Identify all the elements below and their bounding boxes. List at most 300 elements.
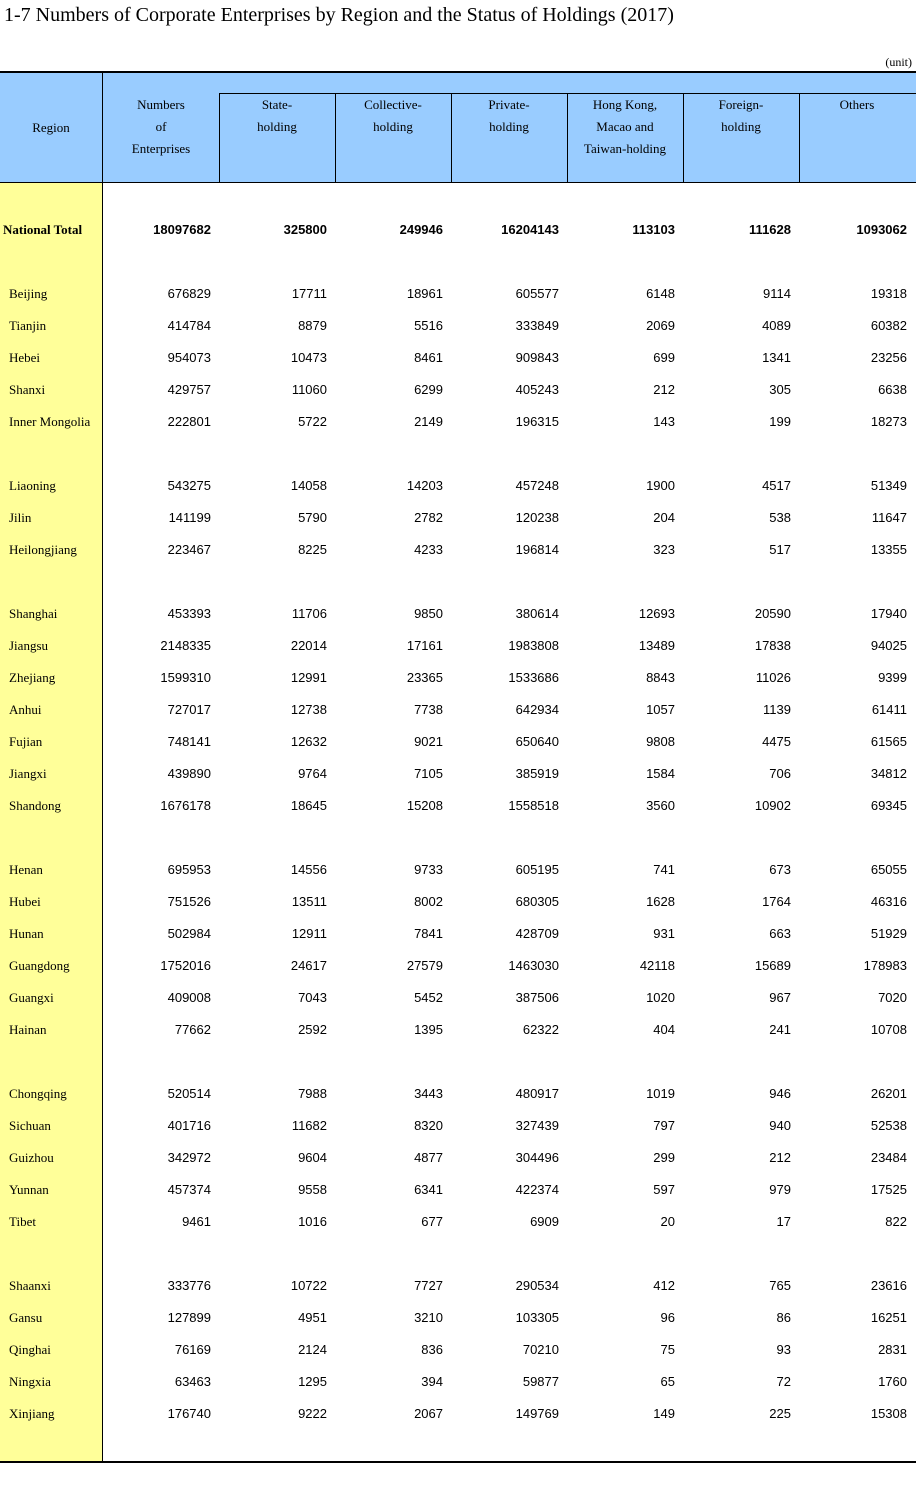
table-row <box>0 1182 916 1202</box>
value-cell: 457374 <box>167 1182 211 1197</box>
value-cell: 439890 <box>167 766 211 781</box>
table-row <box>0 894 916 914</box>
value-cell: 143 <box>653 414 675 429</box>
value-cell: 9808 <box>646 734 675 749</box>
table-row <box>0 1374 916 1394</box>
value-cell: 2592 <box>298 1022 327 1037</box>
table-row <box>0 1118 916 1138</box>
value-cell: 680305 <box>515 894 559 909</box>
value-cell: 1760 <box>878 1374 907 1389</box>
value-cell: 597 <box>653 1182 675 1197</box>
value-cell: 741 <box>653 862 675 877</box>
region-name: Henan <box>9 862 43 877</box>
value-cell: 7043 <box>298 990 327 1005</box>
value-cell: 299 <box>653 1150 675 1165</box>
region-name: Zhejiang <box>9 670 56 685</box>
region-name: Hubei <box>9 894 41 909</box>
table-row <box>0 862 916 882</box>
value-cell: 605195 <box>515 862 559 877</box>
region-name: Inner Mongolia <box>9 414 91 429</box>
region-name: Hebei <box>9 350 41 365</box>
value-cell: 1752016 <box>160 958 211 973</box>
table-row <box>0 958 916 978</box>
value-cell: 27579 <box>406 958 443 973</box>
value-cell: 46316 <box>870 894 907 909</box>
value-cell: 4475 <box>762 734 791 749</box>
value-cell: 5516 <box>414 318 443 333</box>
value-cell: 111628 <box>749 222 791 237</box>
value-cell: 5452 <box>414 990 443 1005</box>
value-cell: 8002 <box>414 894 443 909</box>
region-name: Tibet <box>9 1214 36 1229</box>
column-separator <box>567 93 568 182</box>
value-cell: 4089 <box>762 318 791 333</box>
region-name: Jiangxi <box>9 766 47 781</box>
value-cell: 4951 <box>298 1310 327 1325</box>
national-total-row <box>0 222 916 242</box>
value-cell: 241 <box>769 1022 791 1037</box>
column-header: Collective- holding <box>364 97 422 134</box>
value-cell: 34812 <box>870 766 907 781</box>
value-cell: 414784 <box>167 318 211 333</box>
value-cell: 2124 <box>298 1342 327 1357</box>
value-cell: 12991 <box>290 670 327 685</box>
value-cell: 1139 <box>763 702 791 717</box>
value-cell: 2148335 <box>160 638 211 653</box>
region-name: Anhui <box>9 702 42 717</box>
table-row <box>0 1278 916 1298</box>
value-cell: 663 <box>769 926 791 941</box>
value-cell: 249946 <box>399 222 443 237</box>
value-cell: 16204143 <box>501 222 559 237</box>
value-cell: 1599310 <box>160 670 211 685</box>
value-cell: 502984 <box>167 926 211 941</box>
value-cell: 650640 <box>515 734 559 749</box>
value-cell: 428709 <box>515 926 559 941</box>
table-row <box>0 1086 916 1106</box>
value-cell: 10708 <box>870 1022 907 1037</box>
table-row <box>0 542 916 562</box>
table-bottom-rule <box>0 1461 916 1463</box>
value-cell: 14556 <box>290 862 327 877</box>
value-cell: 17 <box>776 1214 791 1229</box>
value-cell: 520514 <box>167 1086 211 1101</box>
region-name: Gansu <box>9 1310 43 1325</box>
region-name: Tianjin <box>9 318 47 333</box>
region-name: Shanxi <box>9 382 46 397</box>
value-cell: 401716 <box>167 1118 211 1133</box>
region-name: Ningxia <box>9 1374 51 1389</box>
table-row <box>0 1214 916 1234</box>
region-name: Guangxi <box>9 990 54 1005</box>
region-header-label: Region <box>32 120 70 135</box>
table-row <box>0 638 916 658</box>
value-cell: 15308 <box>870 1406 907 1421</box>
region-name: Qinghai <box>9 1342 51 1357</box>
value-cell: 14058 <box>290 478 327 493</box>
value-cell: 940 <box>769 1118 791 1133</box>
region-name: Yunnan <box>9 1182 49 1197</box>
value-cell: 51929 <box>870 926 907 941</box>
value-cell: 9222 <box>298 1406 327 1421</box>
value-cell: 3560 <box>646 798 675 813</box>
value-cell: 305 <box>769 382 791 397</box>
value-cell: 13489 <box>638 638 675 653</box>
table-row <box>0 734 916 754</box>
value-cell: 8320 <box>414 1118 443 1133</box>
value-cell: 7841 <box>414 926 443 941</box>
column-separator <box>335 93 336 182</box>
value-cell: 751526 <box>167 894 211 909</box>
table-row <box>0 318 916 338</box>
table-row <box>0 510 916 530</box>
region-name: Shandong <box>9 798 61 813</box>
value-cell: 65055 <box>870 862 907 877</box>
region-name: Jilin <box>9 510 32 525</box>
value-cell: 4877 <box>414 1150 443 1165</box>
column-header: Others <box>839 97 875 112</box>
value-cell: 13511 <box>291 894 327 909</box>
table-row <box>0 286 916 306</box>
value-cell: 17525 <box>870 1182 907 1197</box>
value-cell: 9850 <box>414 606 443 621</box>
value-cell: 11706 <box>291 606 327 621</box>
column-header: Private- holding <box>488 97 530 134</box>
value-cell: 543275 <box>167 478 211 493</box>
value-cell: 1463030 <box>508 958 559 973</box>
value-cell: 11682 <box>291 1118 327 1133</box>
value-cell: 699 <box>653 350 675 365</box>
value-cell: 18097682 <box>153 222 211 237</box>
value-cell: 17940 <box>870 606 907 621</box>
value-cell: 1016 <box>298 1214 327 1229</box>
value-cell: 26201 <box>870 1086 907 1101</box>
value-cell: 695953 <box>167 862 211 877</box>
value-cell: 9733 <box>414 862 443 877</box>
table-row <box>0 606 916 626</box>
table-row <box>0 766 916 786</box>
value-cell: 6148 <box>646 286 675 301</box>
value-cell: 113103 <box>632 222 675 237</box>
value-cell: 70210 <box>522 1342 559 1357</box>
value-cell: 18961 <box>406 286 443 301</box>
value-cell: 327439 <box>515 1118 559 1133</box>
table-row <box>0 1150 916 1170</box>
value-cell: 1093062 <box>856 222 907 237</box>
value-cell: 517 <box>769 542 791 557</box>
value-cell: 52538 <box>870 1118 907 1133</box>
value-cell: 93 <box>776 1342 791 1357</box>
value-cell: 1676178 <box>160 798 211 813</box>
column-header: Foreign- holding <box>718 97 764 134</box>
value-cell: 15689 <box>754 958 791 973</box>
value-cell: 967 <box>769 990 791 1005</box>
value-cell: 212 <box>653 382 675 397</box>
value-cell: 11060 <box>291 382 327 397</box>
region-name: Beijing <box>9 286 48 301</box>
value-cell: 2149 <box>414 414 443 429</box>
value-cell: 946 <box>769 1086 791 1101</box>
value-cell: 96 <box>660 1310 675 1325</box>
value-cell: 11647 <box>871 510 907 525</box>
value-cell: 23365 <box>406 670 443 685</box>
value-cell: 17161 <box>406 638 443 653</box>
value-cell: 457248 <box>515 478 559 493</box>
value-cell: 405243 <box>515 382 559 397</box>
value-cell: 677 <box>421 1214 443 1229</box>
value-cell: 149769 <box>515 1406 559 1421</box>
value-cell: 727017 <box>167 702 211 717</box>
value-cell: 176740 <box>167 1406 211 1421</box>
region-name: Hunan <box>9 926 44 941</box>
column-separator <box>799 93 800 182</box>
table-row <box>0 702 916 722</box>
value-cell: 409008 <box>167 990 211 1005</box>
value-cell: 76169 <box>174 1342 211 1357</box>
value-cell: 60382 <box>870 318 907 333</box>
value-cell: 61565 <box>870 734 907 749</box>
value-cell: 51349 <box>870 478 907 493</box>
value-cell: 1983808 <box>508 638 559 653</box>
region-name: Jiangsu <box>9 638 48 653</box>
value-cell: 333849 <box>515 318 559 333</box>
value-cell: 2831 <box>878 1342 907 1357</box>
value-cell: 325800 <box>283 222 327 237</box>
value-cell: 127899 <box>167 1310 211 1325</box>
value-cell: 9461 <box>182 1214 211 1229</box>
table-row <box>0 926 916 946</box>
value-cell: 14203 <box>406 478 443 493</box>
value-cell: 204 <box>653 510 675 525</box>
value-cell: 323 <box>653 542 675 557</box>
column-separator <box>219 93 220 182</box>
table-row <box>0 1022 916 1042</box>
value-cell: 223467 <box>167 542 211 557</box>
value-cell: 17711 <box>291 286 327 301</box>
value-cell: 1341 <box>762 350 791 365</box>
table-row <box>0 350 916 370</box>
value-cell: 72 <box>776 1374 791 1389</box>
value-cell: 8225 <box>298 542 327 557</box>
value-cell: 1764 <box>762 894 791 909</box>
value-cell: 62322 <box>522 1022 559 1037</box>
value-cell: 19318 <box>870 286 907 301</box>
value-cell: 605577 <box>515 286 559 301</box>
region-name: Shaanxi <box>9 1278 51 1293</box>
value-cell: 412 <box>653 1278 675 1293</box>
value-cell: 196315 <box>515 414 559 429</box>
value-cell: 23256 <box>870 350 907 365</box>
value-cell: 59877 <box>522 1374 559 1389</box>
value-cell: 2069 <box>646 318 675 333</box>
value-cell: 765 <box>769 1278 791 1293</box>
region-name: National Total <box>3 222 83 237</box>
value-cell: 103305 <box>515 1310 559 1325</box>
value-cell: 1900 <box>646 478 675 493</box>
value-cell: 3210 <box>414 1310 443 1325</box>
value-cell: 23616 <box>870 1278 907 1293</box>
column-header: State- holding <box>257 97 297 134</box>
table-row <box>0 990 916 1010</box>
value-cell: 380614 <box>515 606 559 621</box>
table-row <box>0 478 916 498</box>
page-title: 1-7 Numbers of Corporate Enterprises by Region and the Status of Holdings (2017) <box>4 4 674 26</box>
value-cell: 10902 <box>754 798 791 813</box>
value-cell: 8879 <box>298 318 327 333</box>
value-cell: 4233 <box>414 542 443 557</box>
value-cell: 212 <box>769 1150 791 1165</box>
value-cell: 9114 <box>763 286 791 301</box>
value-cell: 42118 <box>639 958 675 973</box>
value-cell: 196814 <box>515 542 559 557</box>
value-cell: 7738 <box>414 702 443 717</box>
value-cell: 24617 <box>290 958 327 973</box>
value-cell: 61411 <box>871 702 907 717</box>
value-cell: 10722 <box>290 1278 327 1293</box>
value-cell: 3443 <box>414 1086 443 1101</box>
value-cell: 1295 <box>298 1374 327 1389</box>
value-cell: 333776 <box>167 1278 211 1293</box>
value-cell: 65 <box>660 1374 675 1389</box>
value-cell: 77662 <box>174 1022 211 1037</box>
value-cell: 15208 <box>406 798 443 813</box>
value-cell: 422374 <box>515 1182 559 1197</box>
value-cell: 222801 <box>167 414 211 429</box>
region-name: Guizhou <box>9 1150 54 1165</box>
value-cell: 69345 <box>870 798 907 813</box>
value-cell: 394 <box>421 1374 443 1389</box>
value-cell: 11026 <box>755 670 791 685</box>
value-cell: 676829 <box>167 286 211 301</box>
value-cell: 2782 <box>414 510 443 525</box>
value-cell: 12738 <box>290 702 327 717</box>
value-cell: 385919 <box>515 766 559 781</box>
table-top-rule <box>0 71 916 73</box>
value-cell: 12693 <box>638 606 675 621</box>
value-cell: 822 <box>885 1214 907 1229</box>
value-cell: 9399 <box>878 670 907 685</box>
value-cell: 5790 <box>298 510 327 525</box>
table-row <box>0 670 916 690</box>
value-cell: 1628 <box>646 894 675 909</box>
value-cell: 7020 <box>878 990 907 1005</box>
value-cell: 404 <box>653 1022 675 1037</box>
region-name: Liaoning <box>9 478 56 493</box>
region-name: Heilongjiang <box>9 542 77 557</box>
value-cell: 290534 <box>515 1278 559 1293</box>
value-cell: 9604 <box>298 1150 327 1165</box>
value-cell: 13355 <box>870 542 907 557</box>
table-row <box>0 382 916 402</box>
region-name: Sichuan <box>9 1118 51 1133</box>
value-cell: 225 <box>769 1406 791 1421</box>
value-cell: 931 <box>653 926 675 941</box>
value-cell: 6909 <box>530 1214 559 1229</box>
value-cell: 149 <box>653 1406 675 1421</box>
table-row <box>0 1406 916 1426</box>
value-cell: 20590 <box>754 606 791 621</box>
value-cell: 20 <box>660 1214 675 1229</box>
value-cell: 8843 <box>646 670 675 685</box>
value-cell: 9021 <box>414 734 443 749</box>
value-cell: 480917 <box>515 1086 559 1101</box>
value-cell: 979 <box>769 1182 791 1197</box>
value-cell: 199 <box>769 414 791 429</box>
value-cell: 12911 <box>291 926 327 941</box>
value-cell: 1584 <box>646 766 675 781</box>
unit-label: (unit) <box>885 55 912 69</box>
value-cell: 7105 <box>414 766 443 781</box>
value-cell: 7727 <box>414 1278 443 1293</box>
value-cell: 18273 <box>870 414 907 429</box>
value-cell: 9764 <box>298 766 327 781</box>
value-cell: 8461 <box>414 350 443 365</box>
value-cell: 17838 <box>754 638 791 653</box>
value-cell: 1533686 <box>508 670 559 685</box>
value-cell: 673 <box>769 862 791 877</box>
value-cell: 1057 <box>646 702 675 717</box>
value-cell: 86 <box>776 1310 791 1325</box>
value-cell: 5722 <box>298 414 327 429</box>
value-cell: 909843 <box>515 350 559 365</box>
value-cell: 642934 <box>515 702 559 717</box>
table-row <box>0 414 916 434</box>
value-cell: 2067 <box>414 1406 443 1421</box>
value-cell: 1020 <box>646 990 675 1005</box>
value-cell: 23484 <box>870 1150 907 1165</box>
table-row <box>0 1342 916 1362</box>
value-cell: 12632 <box>290 734 327 749</box>
value-cell: 429757 <box>167 382 211 397</box>
region-name: Chongqing <box>9 1086 67 1101</box>
region-name: Guangdong <box>9 958 70 973</box>
value-cell: 748141 <box>167 734 211 749</box>
value-cell: 94025 <box>870 638 907 653</box>
table-row <box>0 1310 916 1330</box>
value-cell: 1395 <box>414 1022 443 1037</box>
value-cell: 706 <box>769 766 791 781</box>
table-row <box>0 798 916 818</box>
value-cell: 141199 <box>168 510 211 525</box>
value-cell: 836 <box>421 1342 443 1357</box>
region-name: Hainan <box>9 1022 47 1037</box>
column-separator <box>451 93 452 182</box>
value-cell: 4517 <box>762 478 791 493</box>
value-cell: 9558 <box>298 1182 327 1197</box>
region-name: Xinjiang <box>9 1406 55 1421</box>
value-cell: 120238 <box>515 510 559 525</box>
value-cell: 10473 <box>290 350 327 365</box>
value-cell: 22014 <box>290 638 327 653</box>
value-cell: 342972 <box>167 1150 211 1165</box>
value-cell: 954073 <box>167 350 211 365</box>
value-cell: 6341 <box>414 1182 443 1197</box>
value-cell: 797 <box>653 1118 675 1133</box>
region-name: Shanghai <box>9 606 58 621</box>
value-cell: 75 <box>660 1342 675 1357</box>
value-cell: 16251 <box>870 1310 907 1325</box>
value-cell: 538 <box>769 510 791 525</box>
column-header: Hong Kong, Macao and Taiwan-holding <box>583 97 667 156</box>
value-cell: 6638 <box>878 382 907 397</box>
value-cell: 7988 <box>298 1086 327 1101</box>
value-cell: 1558518 <box>508 798 559 813</box>
value-cell: 6299 <box>414 382 443 397</box>
column-header: Numbers of Enterprises <box>131 97 191 156</box>
value-cell: 18645 <box>290 798 327 813</box>
value-cell: 387506 <box>515 990 559 1005</box>
value-cell: 453393 <box>167 606 211 621</box>
